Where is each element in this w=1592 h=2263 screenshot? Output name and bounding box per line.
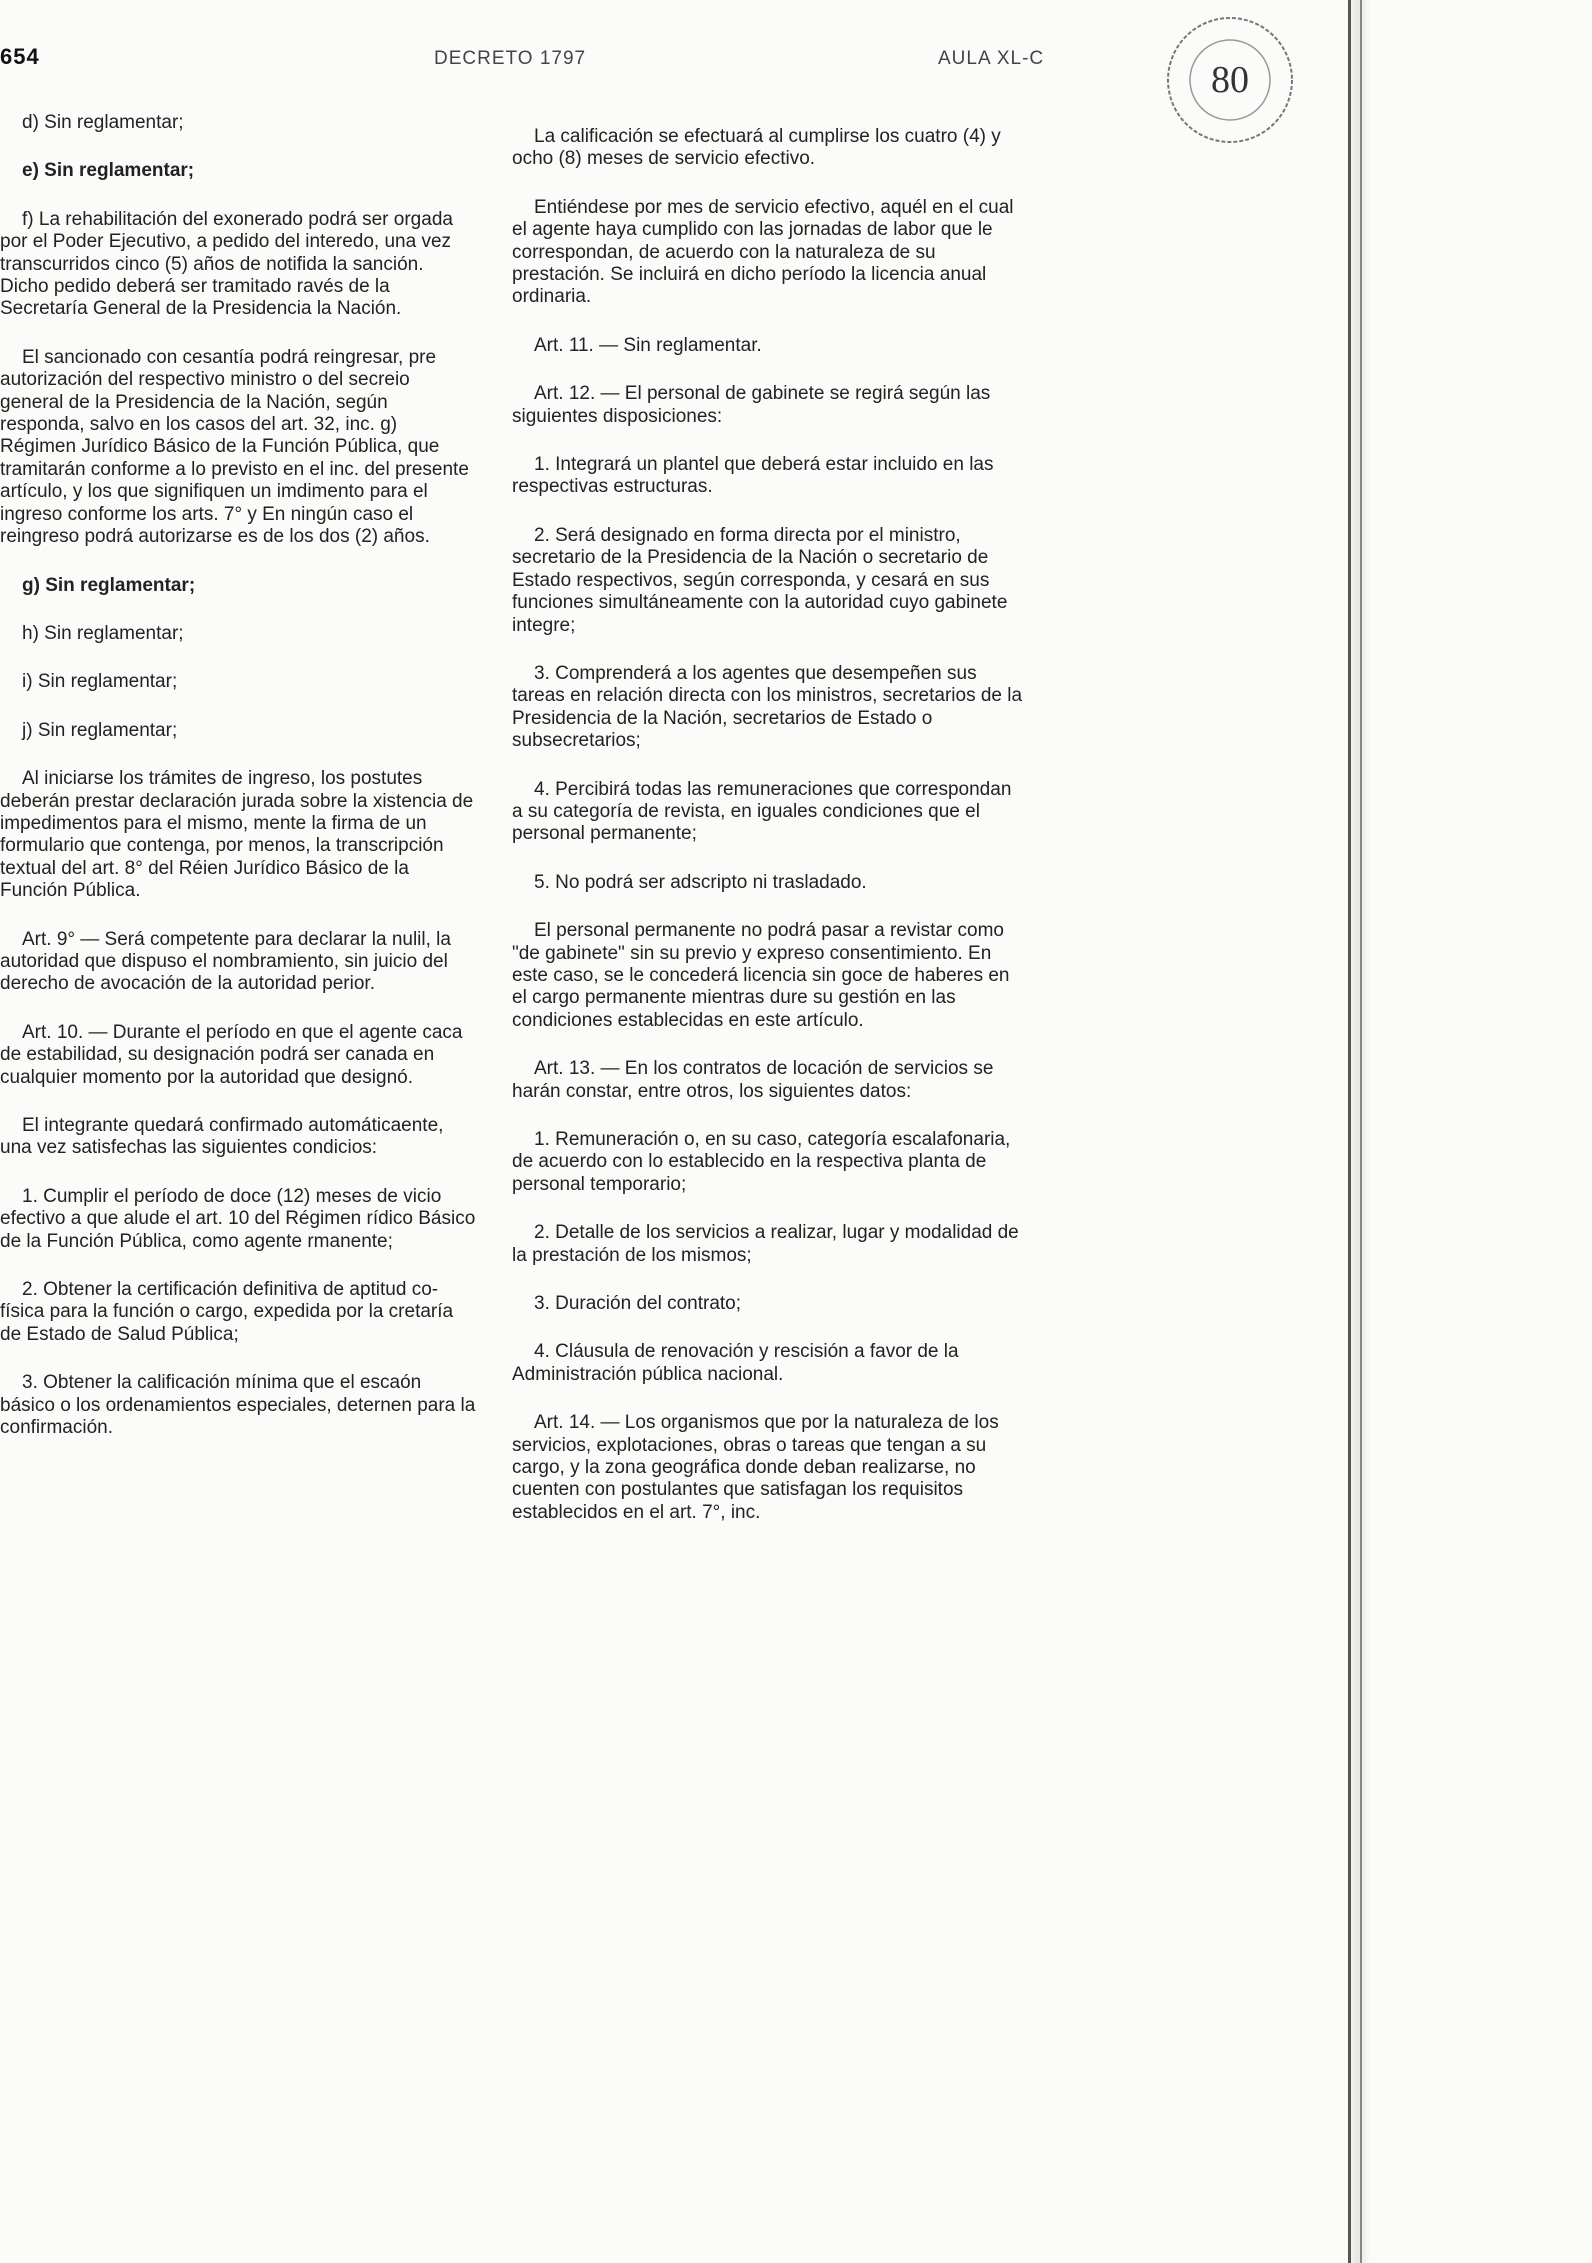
right-paragraph: 2. Detalle de los servicios a realizar, lugar y modalidad de la prestación de los mismos; [512, 1222, 1019, 1266]
right-paragraph: 1. Remuneración o, en su caso, categoría escalafonaria, de acuerdo con lo establecido en la respectiva planta de personal temporario; [512, 1129, 1011, 1195]
page-number: 654 [0, 44, 40, 69]
running-header-aula: AULA XL-C [938, 48, 1045, 69]
left-paragraph: Art. 10. — Durante el período en que el agente caca de estabilidad, su designación podrá ser canada en cualquier momento por la autoridad que designó. [0, 1021, 463, 1088]
left-paragraph: Al iniciarse los trámites de ingreso, los postutes deberán prestar declaración jurada sobre la xistencia de impedimentos para el mismo, mente la firma de un formulario que contenga, por menos, la transcripción textual del art. 8° del Réien Jurídico Básico de la Función Pública. [0, 768, 474, 902]
left-paragraph: f) La rehabilitación del exonerado podrá ser orgada por el Poder Ejecutivo, a pedido del interedo, una vez transcurridos cinco (5) años de notifida la sanción. Dicho pedido deberá ser tramitado ravés de la Secretaría General de la Presidencia la Nación. [0, 208, 453, 320]
right-paragraph: Art. 12. — El personal de gabinete se regirá según las siguientes disposiciones: [512, 383, 991, 427]
scan-binding-edge [1336, 0, 1592, 2263]
right-paragraph: 4. Cláusula de renovación y rescisión a favor de la Administración pública nacional. [512, 1341, 959, 1385]
right-paragraph: 3. Duración del contrato; [534, 1293, 742, 1315]
left-paragraph: e) Sin reglamentar; [22, 160, 195, 182]
left-paragraph: d) Sin reglamentar; [22, 112, 184, 133]
left-paragraph: El integrante quedará confirmado automáticaente, una vez satisfechas las siguientes condicios: [0, 1115, 444, 1159]
left-paragraph: h) Sin reglamentar; [22, 622, 184, 644]
running-header-decreto: DECRETO 1797 [434, 48, 587, 69]
right-column [512, 126, 1024, 1550]
right-paragraph: 3. Comprenderá a los agentes que desempeñen sus tareas en relación directa con los ministros, secretarios de la Presidencia de la Nación, secretarios de Estado o subsecretarios; [512, 662, 1023, 752]
right-paragraph: Art. 11. — Sin reglamentar. [534, 334, 762, 356]
left-paragraph: 2. Obtener la certificación definitiva de aptitud co-física para la función o cargo, expedida por la cretaría de Estado de Salud Pública; [0, 1279, 454, 1345]
right-paragraph: Entiéndese por mes de servicio efectivo, aquél en el cual el agente haya cumplido con las jornadas de labor que le correspondan, de acuerdo con la naturaleza de su prestación. Se incluirá en dicho período la licencia anual ordinaria. [512, 196, 1014, 308]
binding-shadow [1348, 0, 1351, 2263]
right-paragraph: La calificación se efectuará al cumplirse los cuatro (4) y ocho (8) meses de servicio efectivo. [512, 126, 1001, 170]
left-column [0, 112, 476, 1465]
decanato-stamp [1140, 2, 1320, 162]
binding-shadow [1360, 0, 1362, 2263]
left-paragraph: 3. Obtener la calificación mínima que el escaón básico o los ordenamientos especiales, deternen para la confirmación. [0, 1372, 476, 1439]
stamp-number: 80 [1211, 59, 1249, 101]
left-paragraph: El sancionado con cesantía podrá reingresar, pre autorización del respectivo ministro o del secreio general de la Presidencia de la Nación, según responda, salvo en los casos del art. 32, inc. g) Régimen Jurídico Básico de la Función Pública, que tramitarán conforme a lo previsto en el inc. del presente artículo, y los que signifiquen un imdimento para el ingreso conforme los arts. 7° y En ningún caso el reingreso podrá autorizarse es de los dos (2) años. [0, 346, 469, 548]
left-paragraph: Art. 9° — Será competente para declarar la nulil, la autoridad que dispuso el nombramiento, sin juicio del derecho de avocación de la autoridad perior. [0, 928, 451, 995]
left-paragraph: 1. Cumplir el período de doce (12) meses de vicio efectivo a que alude el art. 10 del Régimen rídico Básico de la Función Pública, como agente rmanente; [0, 1185, 476, 1252]
right-paragraph: 2. Será designado en forma directa por el ministro, secretario de la Presidencia de la Nación o secretario de Estado respectivos, según corresponda, y cesará en sus funciones simultáneamente con la autoridad cuyo gabinete integre; [512, 524, 1008, 636]
right-paragraph: 1. Integrará un plantel que deberá estar incluido en las respectivas estructuras. [512, 454, 994, 498]
right-paragraph: 4. Percibirá todas las remuneraciones que correspondan a su categoría de revista, en iguales condiciones que el personal permanente; [512, 778, 1012, 845]
right-paragraph: Art. 13. — En los contratos de locación de servicios se harán constar, entre otros, los siguientes datos: [512, 1058, 994, 1102]
right-paragraph: 5. No podrá ser adscripto ni trasladado. [534, 871, 867, 893]
right-paragraph: Art. 14. — Los organismos que por la naturaleza de los servicios, explotaciones, obras o tareas que tengan a su cargo, y la zona geográfica donde deban realizarse, no cuenten con postulantes que satisfagan los requisitos establecidos en el art. 7°, inc. [512, 1412, 999, 1523]
left-paragraph: i) Sin reglamentar; [22, 671, 178, 693]
left-paragraph: g) Sin reglamentar; [22, 574, 196, 596]
right-paragraph: El personal permanente no podrá pasar a revistar como "de gabinete" sin su previo y expreso consentimiento. En este caso, se le concederá licencia sin goce de haberes en el cargo permanente mientras dure su gestión en las condiciones establecidas en este artículo. [512, 920, 1010, 1031]
left-paragraph: j) Sin reglamentar; [22, 719, 178, 741]
